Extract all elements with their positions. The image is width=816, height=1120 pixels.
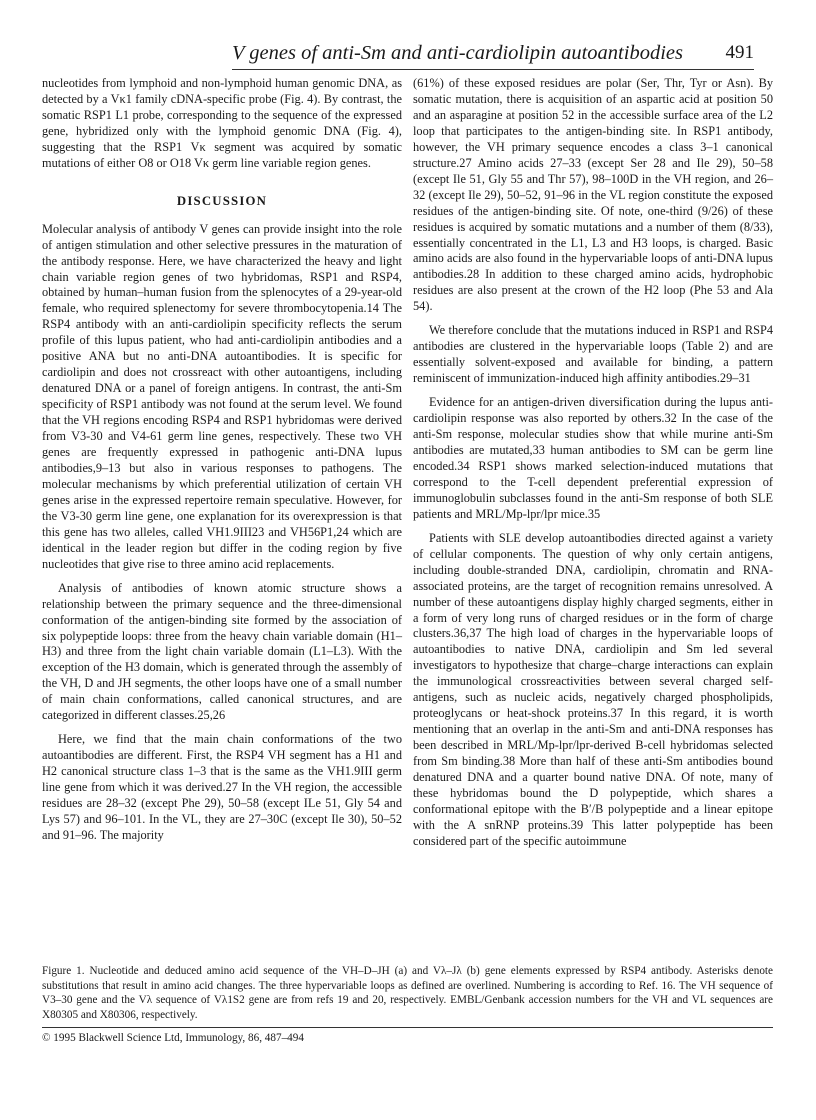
discussion-paragraph-2: Analysis of antibodies of known atomic structure shows a relationship between the primary sequence and the three-dimensional conformation of the antigen-binding site formed by the association of six polypeptide loops: three from the heavy chain variable domain (H1–H3) and three from the light chain variable domain (L1–L3). With the exception of the H3 domain, which is generated through the assembly of the VH, D and JH segments, the other loops have one of a small number of main chain conformations, called canonical structures, and are categorized in different classes.25,26 (42, 580, 402, 723)
continued-paragraph: (61%) of these exposed residues are polar (Ser, Thr, Tyr or Asn). By somatic mutation, there is acquisition of an aspartic acid at position 50 and an asparagine at position 52 in the accessible surface area of the L2 loop that participates to the antigen-binding site. In RSP1 antibody, however, the VH primary sequence encodes a class 3–1 canonical structure.27 Amino acids 27–33 (except Ser 28 and Ile 29), 50–58 (except Ile 51, Gly 55 and Thr 57), 98–100D in the VH region, and 26–32 (except Ile 29), 50–52, 91–96 in the VL region constitute the exposed residues of the antigen-binding site. Of note, one-third (9/26) of these residues is acquired by somatic mutations and a number of them (8/33), essentially concentrated in the L1, L3 and H3 loops, is charged. Basic amino acids are also found in the hypervariable loops of anti-DNA lupus antibodies.28 In addition to these charged amino acids, hydrophobic residues are also present at the crown of the H2 loop (Phe 53 and Ala 54). (413, 76, 773, 314)
running-title: V genes of anti-Sm and anti-cardiolipin autoantibodies (232, 42, 683, 64)
figure-label: Figure 1. (42, 965, 85, 977)
left-column (42, 76, 402, 844)
discussion-paragraph-1: Molecular analysis of antibody V genes can provide insight into the role of antigen stimulation and other selective pressures in the maturation of the antibody response. Here, we have characterized the heavy and light chain variable region genes of two hybridomas, RSP1 and RSP4, obtained by human–human fusion from the splenocytes of a 29-year-old female, who required splenectomy for severe thrombocytopenia.14 The RSP4 antibody with an anti-cardiolipin specificity reflects the serum profile of this lupus patient, who had anti-cardiolipin antibodies and a positive ANA but no anti-DNA autoantibodies. It is specific for cardiolipin and does not crossreact with other autoantigens, including denatured DNA or a panel of foreign antigens. In contrast, the anti-Sm specificity of RSP1 antibody was not found at the serum level. We found that the VH regions encoding RSP4 and RSP1 hybridomas were derived from V3-30 and V4-61 germ line genes, respectively. These two VH genes are frequently expressed in pathogenic anti-DNA lupus antibodies,9–13 but also in various responses to pathogens. The molecular mechanisms by which preferential utilization of certain VH genes arise in the expressed repertoire remain speculative. However, for the V3-30 germ line gene, one explanation for its overexpression is that this gene has two alleles, called VH1.9III23 and VH56P1,24 which are identical in the leader region but differ in the coding region by five nucleotides that give rise to three amino acid replacements. (42, 221, 402, 571)
footer-rule (42, 1027, 773, 1028)
right-column (413, 76, 773, 850)
evidence-paragraph: Evidence for an antigen-driven diversification during the lupus anti-cardiolipin response was also reported by others.32 In the case of the anti-Sm response, molecular studies show that while murine anti-Sm antibodies are mutated,33 human antibodies to SM can be germ line encoded.34 RSP1 shows marked selection-induced mutations that correspond to the T-cell dependent preferential expression of immunoglobulin subclasses found in the anti-Sm response of both SLE patients and MRL/Mp-lpr/lpr mice.35 (413, 395, 773, 521)
discussion-paragraph-3: Here, we find that the main chain conformations of the two autoantibodies are different. First, the RSP4 VH segment has a H1 and H2 canonical structure class 1–3 that is the same as the VH1.9III germ line gene from which it was derived.27 In the VH region, the accessible residues are 28–32 (except Phe 29), 50–58 (except ILe 51, Gly 54 and Lys 57) and 96–101. In the VL, they are 27–30C (except Ile 30), 50–52 and 91–96. The majority (42, 732, 402, 842)
section-heading-discussion: DISCUSSION (176, 193, 268, 208)
figure-caption (42, 964, 773, 1022)
copyright-footer: © 1995 Blackwell Science Ltd, Immunology, 86, 487–494 (42, 1032, 304, 1044)
running-header (232, 40, 754, 68)
header-rule (232, 69, 754, 70)
intro-paragraph: nucleotides from lymphoid and non-lymphoid human genomic DNA, as detected by a Vκ1 family cDNA-specific probe (Fig. 4). By contrast, the somatic RSP1 L1 probe, corresponding to the sequence of the expressed gene, hybridized only with the lymphoid genomic DNA (Fig. 4), suggesting that the RSP1 Vκ segment was acquired by somatic mutations of either O8 or O18 Vκ germ line variable region genes. (42, 76, 402, 170)
page-number: 491 (725, 42, 754, 63)
patients-paragraph: Patients with SLE develop autoantibodies directed against a variety of cellular components. The question of why only certain antigens, including double-stranded DNA, cardiolipin, chromatin and RNA-associated proteins, are the target of recognition remains unresolved. A number of these autoantigens display highly charged segments, either in a form of very long runs of charged residues or in the form of charge clusters.36,37 The high load of charges in the hypervariable loops of autoantibodies to native DNA, cardiolipin and Sm led several investigators to hypothesize that charge–charge interactions can explain the immunological crossreactivities between several charged self-antigens, such as nucleic acids, negatively charged phospholipids, proteoglycans or heat-shock proteins.37 In this regard, it is worth mentioning that an overlap in the anti-Sm and anti-DNA responses has been described in MRL/Mp-lpr/lpr-derived B-cell hybridomas selected from Sm binding.38 More than half of these anti-Sm antibodies bound denatured DNA and a quarter bound native DNA. Of note, many of these hybridomas bound the D polypeptide, which shares a conformational epitope with the B′/B polypeptide and a linear epitope with the A snRNP proteins.39 This latter polypeptide has been considered part of the specific autoimmune (413, 530, 773, 848)
conclusion-paragraph: We therefore conclude that the mutations induced in RSP1 and RSP4 antibodies are clustered in the hypervariable loops (Table 2) and are essentially solvent-exposed and available for binding, a pattern reminiscent of immunization-induced high affinity antibodies.29–31 (413, 323, 773, 386)
figure-caption-text: Nucleotide and deduced amino acid sequence of the VH–D–JH (a) and Vλ–Jλ (b) gene elements expressed by RSP4 antibody. Asterisks denote substitutions that result in amino acid changes. The three hypervariable loops as defined are overlined. Numbering is according to Ref. 16. The VH sequence of V3–30 gene and the Vλ sequence of Vλ1S2 gene are from refs 19 and 20, respectively. EMBL/Genbank accession numbers for the VH and VL sequences are X80305 and X80306, respectively. (42, 965, 773, 1021)
